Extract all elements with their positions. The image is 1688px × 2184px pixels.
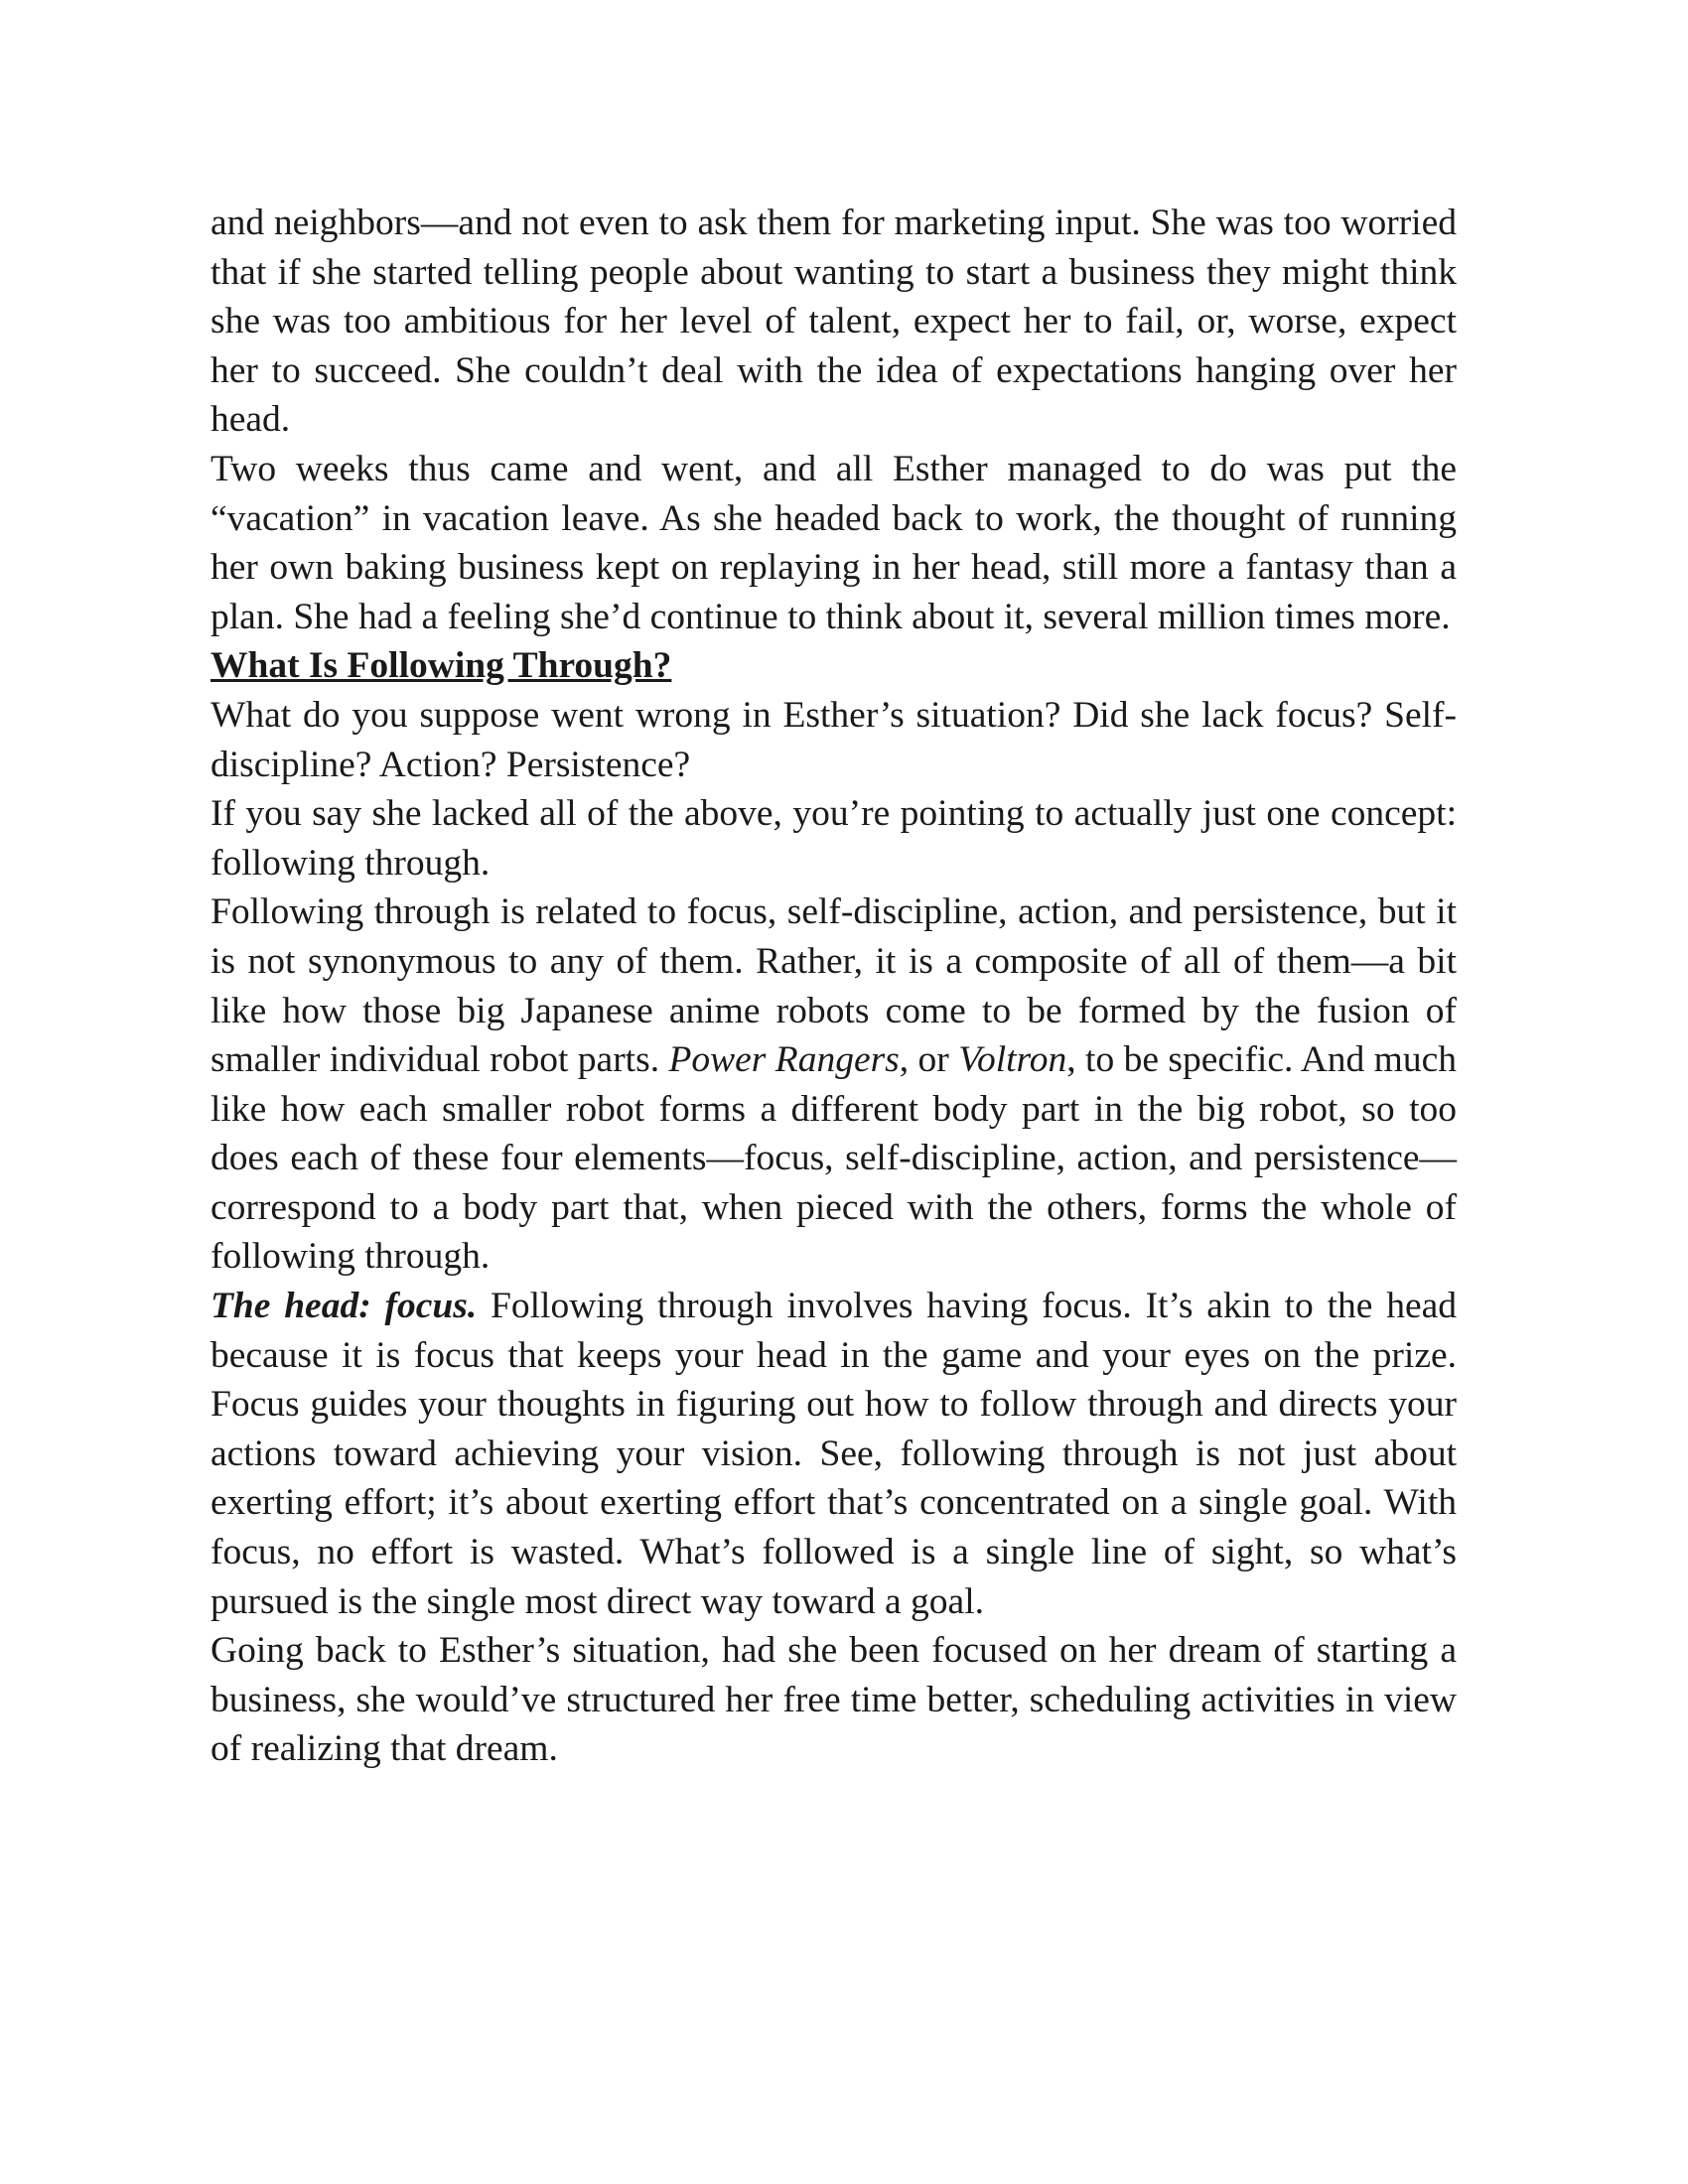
paragraph-lacked-all: If you say she lacked all of the above, you’re pointing to actually just one concept: following through. [211,793,1457,884]
title-power-rangers: Power Rangers [668,1039,900,1081]
paragraph-composite [211,887,1457,1282]
paragraph-head-focus [211,1282,1457,1626]
paragraph-two-weeks: Two weeks thus came and went, and all Esther managed to do was put the “vacation” in vacation leave. As she headed back to work, the thought of running her own baking business kept on replaying in her head, still more a fantasy than a plan. She had a feeling she’d continue to think about it, several million times more. [211,448,1457,637]
paragraph-head-focus-text: Following through involves having focus. It’s akin to the head because it is focus that keeps your head in the game and your eyes on the prize. Focus guides your thoughts in figuring out how to follow through and directs your actions toward achieving your vision. See, following through is not just about exerting effort; it’s about exerting effort that’s concentrated on a single goal. With focus, no effort is wasted. What’s followed is a single line of sight, so what’s pursued is the single most direct way toward a goal. [211,1286,1457,1622]
paragraph-composite-text-2: , or [899,1039,959,1081]
paragraph-going-back: Going back to Esther’s situation, had she been focused on her dream of starting a business, she would’ve structured her free time better, scheduling activities in view of realizing that dream. [211,1630,1457,1770]
section-heading: What Is Following Through? [211,645,672,687]
lead-in-head-focus: The head: focus. [211,1286,478,1327]
paragraph-composite-text-3: , to be specific. And much like how each smaller robot forms a different body part in the big robot, so too does each of these four elements—focus, self-discipline, action, and persistence—correspond to a body part that, when pieced with the others, forms the whole of following through. [211,1039,1457,1278]
paragraph-composite-text-1: Following through is related to focus, self-discipline, action, and persistence, but it is not synonymous to any of them. Rather, it is a composite of all of them—a bit like how those big Japanese anime robots come to be formed by the fusion of smaller individual robot parts. [211,891,1457,1081]
document-page [211,199,1457,1774]
title-voltron: Voltron [958,1039,1067,1081]
paragraph-what-went-wrong: What do you suppose went wrong in Esther’s situation? Did she lack focus? Self-discipline? Action? Persistence? [211,694,1457,785]
paragraph-expectations: and neighbors—and not even to ask them for marketing input. She was too worried that if she started telling people about wanting to start a business they might think she was too ambitious for her level of talent, expect her to fail, or, worse, expect her to succeed. She couldn’t deal with the idea of expectations hanging over her head. [211,203,1457,441]
